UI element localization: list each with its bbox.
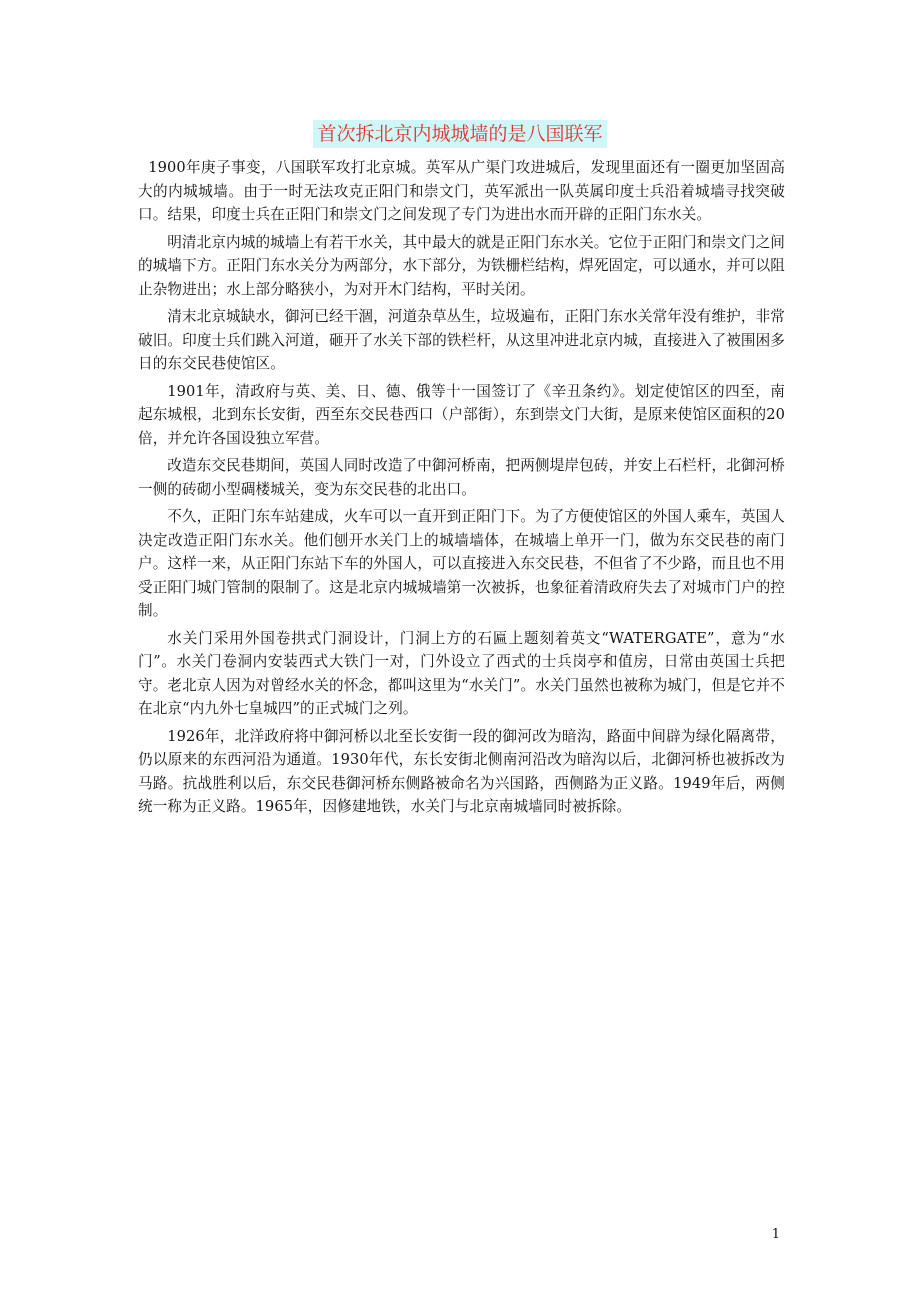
paragraph-8: 1926年，北洋政府将中御河桥以北至长安街一段的御河改为暗沟，路面中间辟为绿化隔离带，仍以原来的东西河沿为通道。1930年代，东长安街北侧南河沿改为暗沟以后，北御河桥也被拆改为马路。抗战胜利以后，东交民巷御河桥东侧路被命名为兴国路，西侧路为正义路。1949年后，两侧统一称为正义路。1965年，因修建地铁，水关门与北京南城墙同时被拆除。	[138, 727, 785, 815]
paragraph-4: 1901年，清政府与英、美、日、德、俄等十一国签订了《辛丑条约》。划定使馆区的四至，南起东城根，北到东长安街，西至东交民巷西口（户部街），东到崇文门大街，是原来使馆区面积的20倍，并允许各国设独立军营。	[138, 382, 785, 447]
page-number: 1	[771, 1227, 780, 1242]
paragraph-2: 明清北京内城的城墙上有若干水关，其中最大的就是正阳门东水关。它位于正阳门和崇文门之间的城墙下方。正阳门东水关分为两部分，水下部分，为铁栅栏结构，焊死固定，可以通水，并可以阻止杂物进出；水上部分略狭小，为对开木门结构，平时关闭。	[138, 233, 785, 298]
paragraph-7: 水关门采用外国卷拱式门洞设计，门洞上方的石匾上题刻着英文“WATERGATE”，意为“水门”。水关门卷洞内安装西式大铁门一对，门外设立了西式的士兵岗亭和值房，日常由英国士兵把守。老北京人因为对曾经水关的怀念，都叫这里为“水关门”。水关门虽然也被称为城门，但是它并不在北京“内九外七皇城四”的正式城门之列。	[138, 629, 785, 717]
title-container	[0, 120, 920, 148]
paragraph-5: 改造东交民巷期间，英国人同时改造了中御河桥南，把两侧堤岸包砖，并安上石栏杆，北御河桥一侧的砖砌小型碉楼城关，变为东交民巷的北出口。	[138, 457, 785, 498]
article-body	[138, 156, 785, 823]
paragraph-6: 不久，正阳门东车站建成，火车可以一直开到正阳门下。为了方便使馆区的外国人乘车，英国人决定改造正阳门东水关。他们刨开水关门上的城墙墙体，在城墙上单开一门，做为东交民巷的南门户。这样一来，从正阳门东站下车的外国人，可以直接进入东交民巷，不但省了不少路，而且也不用受正阳门城门管制的限制了。这是北京内城城墙第一次被拆，也象征着清政府失去了对城市门户的控制。	[138, 508, 785, 619]
paragraph-1: 1900年庚子事变，八国联军攻打北京城。英军从广渠门攻进城后，发现里面还有一圈更加坚固高大的内城城墙。由于一时无法攻克正阳门和崇文门，英军派出一队英属印度士兵沿着城墙寻找突破口。结果，印度士兵在正阳门和崇文门之间发现了专门为进出水而开辟的正阳门东水关。	[138, 159, 785, 223]
paragraph-3: 清末北京城缺水，御河已经干涸，河道杂草丛生，垃圾遍布，正阳门东水关常年没有维护，非常破旧。印度士兵们跳入河道，砸开了水关下部的铁栏杆，从这里冲进北京内城，直接进入了被围困多日的东交民巷使馆区。	[138, 308, 785, 372]
page-title: 首次拆北京内城城墙的是八国联军	[313, 120, 606, 148]
